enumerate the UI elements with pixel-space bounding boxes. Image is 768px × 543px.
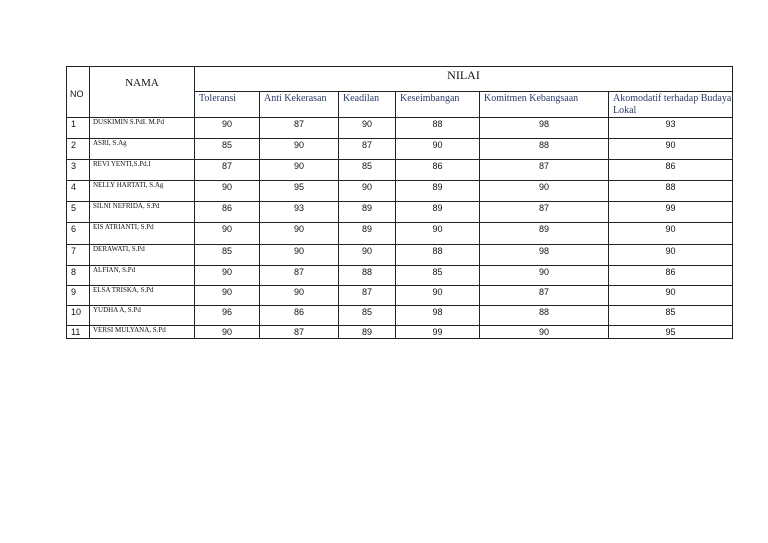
- row-score: 90: [609, 286, 733, 306]
- row-score: 95: [260, 181, 339, 202]
- row-score: 87: [480, 202, 609, 223]
- row-score: 90: [339, 181, 396, 202]
- row-score: 90: [609, 223, 733, 245]
- row-score: 88: [339, 266, 396, 286]
- row-score: 88: [480, 306, 609, 326]
- row-name: NELLY HARTATI, S.Ag: [90, 181, 195, 202]
- header-keseimbangan: Keseimbangan: [396, 92, 480, 118]
- row-score: 98: [480, 245, 609, 266]
- row-score: 99: [609, 202, 733, 223]
- table-row: [67, 181, 733, 202]
- row-score: 90: [260, 286, 339, 306]
- row-number: 7: [67, 245, 90, 266]
- row-number: 9: [67, 286, 90, 306]
- header-keadilan: Keadilan: [339, 92, 396, 118]
- row-score: 90: [260, 139, 339, 160]
- table-row: [67, 223, 733, 245]
- row-score: 86: [195, 202, 260, 223]
- row-score: 87: [480, 286, 609, 306]
- row-score: 85: [195, 139, 260, 160]
- header-akomodatif: Akomodatif terhadap Budaya Lokal: [609, 92, 733, 118]
- row-score: 95: [609, 326, 733, 339]
- row-score: 98: [480, 118, 609, 139]
- table-row: [67, 202, 733, 223]
- row-score: 88: [396, 118, 480, 139]
- row-score: 90: [396, 286, 480, 306]
- row-number: 4: [67, 181, 90, 202]
- row-score: 86: [260, 306, 339, 326]
- row-score: 90: [339, 245, 396, 266]
- table-row: [67, 266, 733, 286]
- header-toleransi: Toleransi: [195, 92, 260, 118]
- row-number: 2: [67, 139, 90, 160]
- row-score: 90: [480, 266, 609, 286]
- row-score: 88: [480, 139, 609, 160]
- row-name: ELSA TRISKA, S.Pd: [90, 286, 195, 306]
- row-name: ALFIAN, S.Pd: [90, 266, 195, 286]
- row-number: 8: [67, 266, 90, 286]
- row-number: 3: [67, 160, 90, 181]
- row-score: 86: [609, 266, 733, 286]
- row-score: 87: [339, 139, 396, 160]
- row-number: 5: [67, 202, 90, 223]
- table-row: [67, 118, 733, 139]
- row-score: 85: [609, 306, 733, 326]
- row-name: DUSKIMIN S.PdI. M.Pd: [90, 118, 195, 139]
- table-row: [67, 139, 733, 160]
- row-number: 11: [67, 326, 90, 339]
- row-score: 90: [260, 160, 339, 181]
- row-name: EIS ATRIANTI, S.Pd: [90, 223, 195, 245]
- header-anti-kekerasan: Anti Kekerasan: [260, 92, 339, 118]
- row-score: 90: [260, 223, 339, 245]
- row-name: DERAWATI, S.Pd: [90, 245, 195, 266]
- row-score: 90: [396, 223, 480, 245]
- row-score: 85: [339, 306, 396, 326]
- row-score: 89: [339, 223, 396, 245]
- row-number: 6: [67, 223, 90, 245]
- row-score: 90: [195, 181, 260, 202]
- row-name: ASRI, S.Ag: [90, 139, 195, 160]
- row-score: 98: [396, 306, 480, 326]
- row-score: 85: [339, 160, 396, 181]
- row-score: 90: [195, 286, 260, 306]
- row-score: 87: [195, 160, 260, 181]
- table-body: [67, 118, 733, 339]
- row-name: VERSI MULYANA, S.Pd: [90, 326, 195, 339]
- row-score: 89: [339, 326, 396, 339]
- header-row-top: [67, 67, 733, 92]
- row-score: 89: [339, 202, 396, 223]
- row-number: 10: [67, 306, 90, 326]
- row-score: 99: [396, 326, 480, 339]
- row-score: 88: [396, 245, 480, 266]
- row-score: 90: [339, 118, 396, 139]
- row-score: 89: [480, 223, 609, 245]
- row-score: 90: [609, 139, 733, 160]
- row-score: 90: [396, 139, 480, 160]
- row-score: 87: [260, 118, 339, 139]
- row-score: 90: [609, 245, 733, 266]
- table-row: [67, 245, 733, 266]
- row-name: YUDHA A, S.Pd: [90, 306, 195, 326]
- row-name: SILNI NEFRIDA, S.Pd: [90, 202, 195, 223]
- table-row: [67, 286, 733, 306]
- row-score: 86: [609, 160, 733, 181]
- row-score: 85: [195, 245, 260, 266]
- row-score: 90: [195, 326, 260, 339]
- table-row: [67, 306, 733, 326]
- header-komitmen-kebangsaan: Komitmen Kebangsaan: [480, 92, 609, 118]
- header-nilai: NILAI: [195, 67, 733, 92]
- grades-table: [66, 66, 733, 339]
- row-score: 89: [396, 181, 480, 202]
- header-no: NO: [67, 67, 90, 118]
- row-score: 89: [396, 202, 480, 223]
- row-score: 90: [260, 245, 339, 266]
- row-score: 87: [260, 266, 339, 286]
- row-score: 90: [480, 326, 609, 339]
- row-name: REVI YENTI,S.Pd.I: [90, 160, 195, 181]
- row-number: 1: [67, 118, 90, 139]
- header-nama: NAMA: [90, 67, 195, 118]
- table-row: [67, 326, 733, 339]
- row-score: 86: [396, 160, 480, 181]
- row-score: 96: [195, 306, 260, 326]
- row-score: 90: [195, 118, 260, 139]
- row-score: 90: [195, 266, 260, 286]
- table-row: [67, 160, 733, 181]
- row-score: 88: [609, 181, 733, 202]
- row-score: 87: [260, 326, 339, 339]
- row-score: 85: [396, 266, 480, 286]
- row-score: 93: [609, 118, 733, 139]
- row-score: 87: [480, 160, 609, 181]
- row-score: 90: [480, 181, 609, 202]
- row-score: 93: [260, 202, 339, 223]
- row-score: 87: [339, 286, 396, 306]
- row-score: 90: [195, 223, 260, 245]
